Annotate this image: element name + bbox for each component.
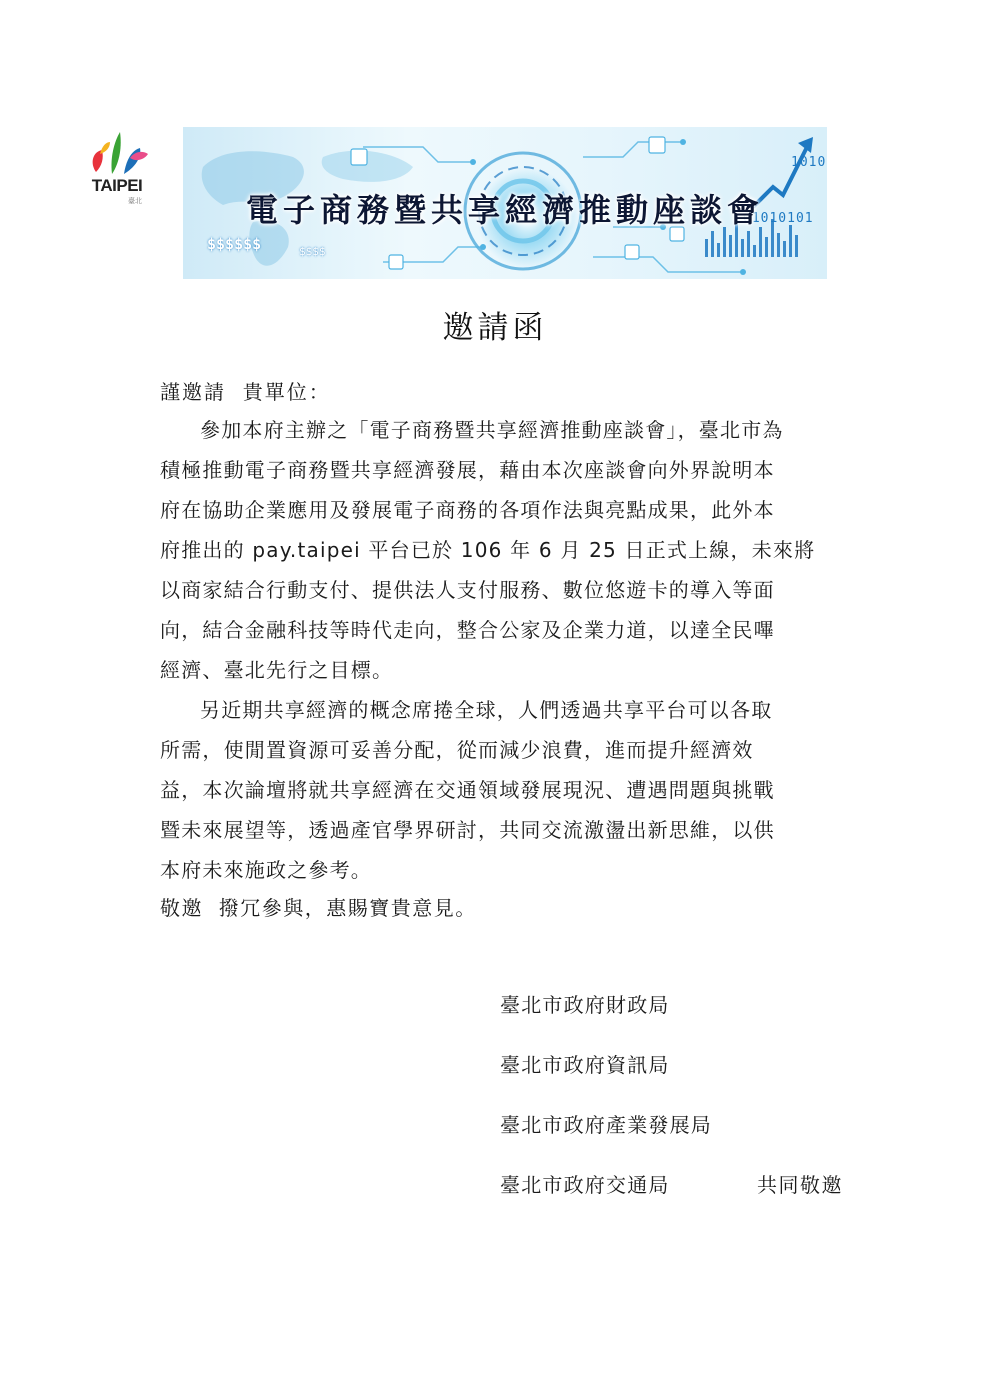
banner-decor-currency-small: $$$$ xyxy=(299,245,326,258)
banner-title: 電子商務暨共享經濟推動座談會 xyxy=(245,191,764,229)
paragraph-line: 另近期共享經濟的概念席捲全球，人們透過共享平台可以各取 xyxy=(200,698,773,722)
banner-decor-currency: $$$$$$ xyxy=(207,235,262,253)
paragraph-line: 向，結合金融科技等時代走向，整合公家及企業力道，以達全民嗶 xyxy=(160,618,775,642)
paragraph-1 xyxy=(160,410,835,690)
logo-wordmark: TAIPEI xyxy=(91,176,143,195)
paragraph-line: 府推出的 pay.taipei 平台已於 106 年 6 月 25 日正式上線，未來將 xyxy=(160,538,816,562)
taipei-logo-mark xyxy=(84,128,154,178)
greeting: 謹邀請 貴單位： xyxy=(160,380,331,404)
document-title: 邀請函 xyxy=(442,310,548,346)
banner-decor-binary-mid: 01010101 xyxy=(743,211,814,226)
taipei-logo xyxy=(84,128,164,218)
paragraph-2 xyxy=(160,690,835,890)
logo-subtext: 臺北 xyxy=(128,197,142,205)
paragraph-line: 本府未來施政之參考。 xyxy=(160,858,372,882)
closing-line: 敬邀 撥冗參與，惠賜寶貴意見。 xyxy=(160,896,477,920)
paragraph-line: 以商家結合行動支付、提供法人支付服務、數位悠遊卡的導入等面 xyxy=(160,578,775,602)
paragraph-line: 府在協助企業應用及發展電子商務的各項作法與亮點成果，此外本 xyxy=(160,498,775,522)
paragraph-line: 所需，使閒置資源可妥善分配，從而減少浪費，進而提升經濟效 xyxy=(160,738,754,762)
signatory-transportation-bureau: 臺北市政府交通局 xyxy=(500,1173,670,1197)
paragraph-line: 暨未來展望等，透過產官學界研討，共同交流激盪出新思維，以供 xyxy=(160,818,775,842)
event-banner xyxy=(183,127,827,279)
signatory-economic-development-bureau: 臺北市政府產業發展局 xyxy=(500,1113,712,1137)
paragraph-line: 經濟、臺北先行之目標。 xyxy=(160,658,394,682)
signatory-finance-bureau: 臺北市政府財政局 xyxy=(500,993,670,1017)
cosign-text: 共同敬邀 xyxy=(757,1173,843,1197)
signatory-information-bureau: 臺北市政府資訊局 xyxy=(500,1053,670,1077)
paragraph-line: 益，本次論壇將就共享經濟在交通領域發展現況、遭遇問題與挑戰 xyxy=(160,778,775,802)
banner-decor-binary-top: 1010 xyxy=(791,155,827,170)
paragraph-line: 參加本府主辦之「電子商務暨共享經濟推動座談會」，臺北市為 xyxy=(200,418,784,442)
paragraph-line: 積極推動電子商務暨共享經濟發展，藉由本次座談會向外界說明本 xyxy=(160,458,775,482)
